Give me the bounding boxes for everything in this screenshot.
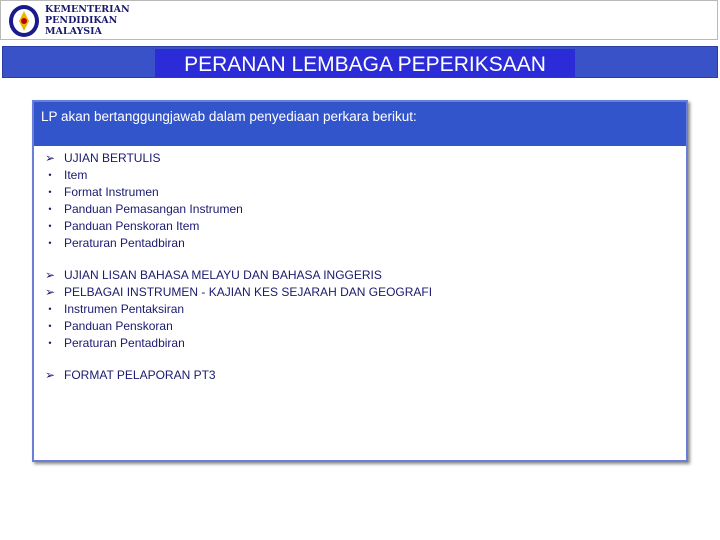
list-item-label: Format Instrumen [64,185,159,199]
title-highlight [155,49,575,77]
arrow-bullet-icon: ➢ [44,285,56,299]
list-item-label: Panduan Penskoran [64,319,173,333]
page-title: PERANAN LEMBAGA PEPERIKSAAN [184,53,546,76]
list-item-label: UJIAN BERTULIS [64,151,161,165]
list-item-label: Instrumen Pentaksiran [64,302,185,316]
dot-bullet-icon: • [48,338,52,348]
arrow-bullet-icon: ➢ [44,368,56,382]
arrow-bullet-icon: ➢ [44,268,56,282]
list-item-label: PELBAGAI INSTRUMEN - KAJIAN KES SEJARAH DAN GEOGRAFI [64,285,433,299]
arrow-bullet-icon: ➢ [44,151,56,165]
ministry-logo-icon [7,4,41,38]
dot-bullet-icon: • [48,304,52,314]
dot-bullet-icon: • [48,321,52,331]
list-item-label: Panduan Pemasangan Instrumen [64,202,243,216]
dot-bullet-icon: • [48,221,52,231]
list-item-label: Panduan Penskoran Item [64,219,200,233]
logo-line-2: PENDIDIKAN [45,15,118,26]
logo-line-3: MALAYSIA [45,26,102,37]
content-card [32,100,688,462]
ministry-logo-text [45,4,130,37]
card-header [34,102,686,146]
list-item-label: FORMAT PELAPORAN PT3 [64,368,216,382]
list-item-label: Peraturan Pentadbiran [64,236,185,250]
header-bar [0,0,718,40]
dot-bullet-icon: • [48,204,52,214]
list-item-label: Item [64,168,88,182]
list-item-label: UJIAN LISAN BAHASA MELAYU DAN BAHASA INGGERIS [64,268,382,282]
list-item-label: Peraturan Pentadbiran [64,336,185,350]
dot-bullet-icon: • [48,238,52,248]
logo-line-1: KEMENTERIAN [45,4,130,15]
dot-bullet-icon: • [48,187,52,197]
dot-bullet-icon: • [48,170,52,180]
card-heading: LP akan bertanggungjawab dalam penyediaan perkara berikut: [41,109,417,124]
title-bar [2,46,718,78]
